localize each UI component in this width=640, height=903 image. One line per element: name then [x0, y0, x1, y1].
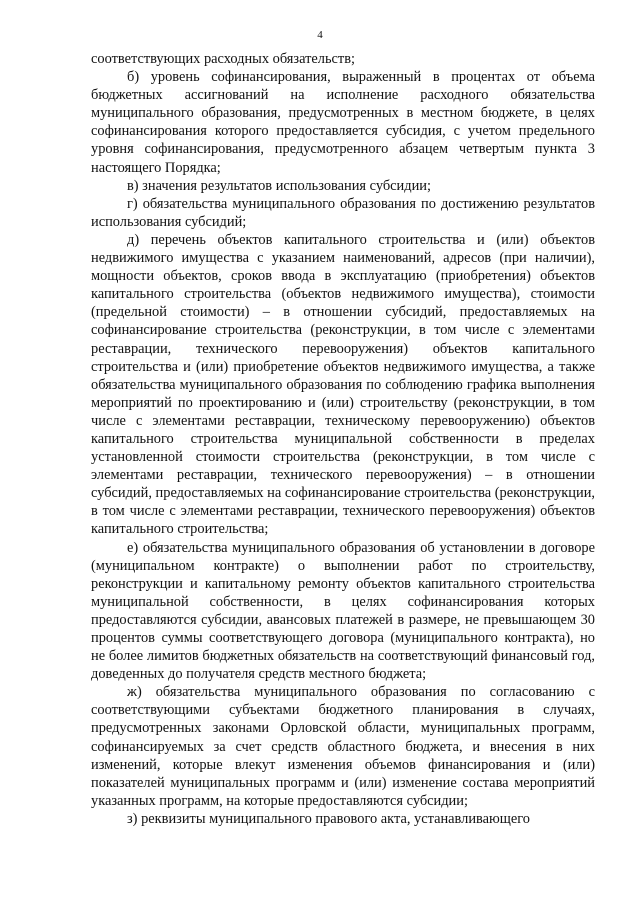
paragraph-item-v: в) значения результатов использования субсидии;: [127, 177, 431, 194]
paragraph-item-b: б) уровень софинансирования, выраженный в процентах от объема бюджетных ассигнований на исполнение расходного обязательства муниципального образования, предусмотренных в местном бюджете, в целях софинансирования которого предоставляется субсидия, с учетом предельного уровня софинансирования, предусмотренного абзацем четвертым пункта 3 настоящего Порядка;: [91, 69, 595, 176]
paragraph-item-z: з) реквизиты муниципального правового акта, устанавливающего: [127, 810, 530, 827]
page-number: 4: [317, 29, 323, 41]
document-body: [91, 50, 595, 828]
paragraph-item-g: г) обязательства муниципального образования по достижению результатов использования субсидий;: [91, 195, 595, 230]
paragraph-continuation: соответствующих расходных обязательств;: [91, 51, 355, 67]
paragraph-item-zh: ж) обязательства муниципального образования по согласованию с соответствующими субъектами бюджетного планирования в случаях, предусмотренных законами Орловской области, муниципальных программ, софинансируемых за счет средств областного бюджета, и внесения в них изменений, которые влекут изменения объемов финансирования и (или) показателей муниципальных программ и (или) изменение состава мероприятий указанных программ, на которые предоставляются субсидии;: [91, 684, 595, 809]
paragraph-item-d: д) перечень объектов капитального строительства и (или) объектов недвижимого имущества с указанием наименований, адресов (при наличии), мощности объектов, сроков ввода в эксплуатацию (приобретения) объектов капитального строительства (объектов недвижимого имущества), стоимости (предельной стоимости) – в отношении субсидий, предоставляемых на софинансирование строительства (реконструкции, в том числе с элементами реставрации, технического перевооружения) объектов капитального строительства и (или) приобретение объектов недвижимого имущества, а также обязательства муниципального образования по соблюдению графика выполнения мероприятий по проектированию и (или) строительству (реконструкции, в том числе с элементами реставрации, техническому перевооружению) объектов капитального строительства муниципальной собственности в пределах установленной стоимости строительства (реконструкции, в том числе с элементами реставрации, технического перевооружения) – в отношении субсидий, предоставляемых на софинансирование строительства (реконструкции, в том числе с элементами реставрации, технического перевооружения) объектов капитального строительства;: [91, 231, 595, 538]
paragraph-item-e: е) обязательства муниципального образования об установлении в договоре (муниципальном контракте) о выполнении работ по строительству, реконструкции и капитальному ремонту объектов капитального строительства муниципальной собственности, в целях софинансирования которых предоставляются субсидии, авансовых платежей в размере, не превышающем 30 процентов суммы соответствующего договора (муниципального контракта), но не более лимитов бюджетных обязательств на соответствующий финансовый год, доведенных до получателя средств местного бюджета;: [91, 539, 595, 683]
